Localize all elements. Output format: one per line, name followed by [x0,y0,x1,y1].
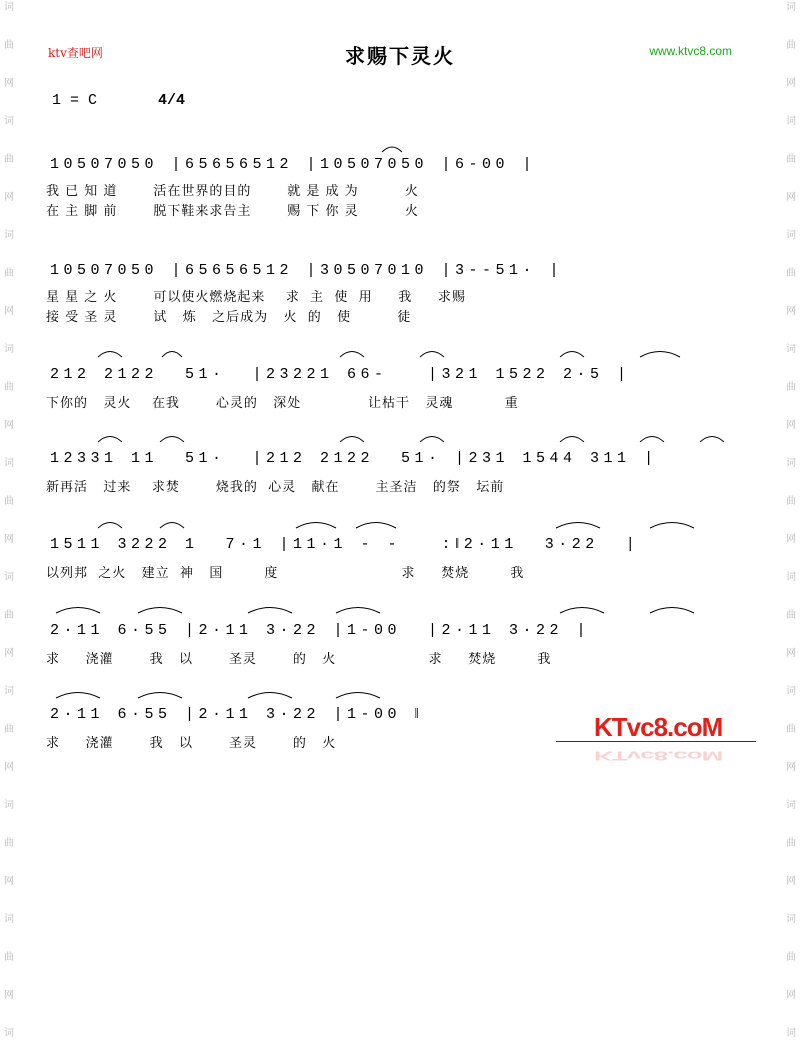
watermark-char: 网 [4,78,14,89]
watermark-char: 词 [4,458,14,469]
watermark-char: 网 [4,648,14,659]
watermark-char: 曲 [786,154,796,165]
watermark-char: 曲 [786,838,796,849]
notes-line: 10507050 |65656512 |30507010 |3--51· | [50,262,564,279]
brand-label: ktv查吧网 [48,46,103,60]
watermark-char: 网 [4,876,14,887]
notes-line: 12331 11 51· |212 2122 51· |231 1544 311 | [50,450,658,467]
watermark-char: 曲 [4,496,14,507]
watermark-char: 曲 [4,610,14,621]
watermark-char: 网 [4,762,14,773]
watermark-char: 词 [786,344,796,355]
lyrics-verse-2: 在 主 脚 前 脱下鞋来求告主 赐 下 你 灵 火 [46,204,419,219]
song-title: 求赐下灵火 [345,44,455,68]
watermark-char: 网 [786,306,796,317]
watermark-char: 网 [786,192,796,203]
time-signature: 4/4 [158,92,186,109]
watermark-char: 词 [4,116,14,127]
lyrics-verse-1: 星 星 之 火 可以使火燃烧起来 求 主 使 用 我 求赐 [46,290,466,305]
watermark-char: 网 [4,534,14,545]
notes-line: 10507050 |65656512 |10507050 |6-00 | [50,156,537,173]
notes-line: 2·11 6·55 |2·11 3·22 |1-00 ‖ [50,706,424,723]
watermark-char: 曲 [786,40,796,51]
watermark-char: 网 [786,78,796,89]
watermark-char: 词 [4,344,14,355]
logo-reflection: KTvc8.coM [594,748,723,764]
watermark-char: 词 [786,116,796,127]
watermark-char: 曲 [4,838,14,849]
watermark-char: 网 [786,762,796,773]
watermark-char: 曲 [4,952,14,963]
watermark-char: 词 [786,1028,796,1039]
watermark-char: 词 [786,2,796,13]
watermark-char: 网 [4,420,14,431]
watermark-char: 曲 [786,268,796,279]
watermark-char: 词 [4,800,14,811]
watermark-char: 曲 [4,154,14,165]
watermark-char: 词 [786,572,796,583]
watermark-char: 网 [786,420,796,431]
watermark-char: 网 [4,306,14,317]
ktvc8-logo: KTvc8.coM [594,712,723,742]
watermark-char: 词 [4,686,14,697]
lyrics-line: 以列邦 之火 建立 神 国 度 求 焚烧 我 [46,566,525,581]
watermark-char: 曲 [4,268,14,279]
lyrics-line: 下你的 灵火 在我 心灵的 深处 让枯干 灵魂 重 [46,396,519,411]
watermark-char: 网 [786,990,796,1001]
notes-line: 212 2122 51· |23221 66- |321 1522 2·5 | [50,366,631,383]
watermark-char: 词 [4,2,14,13]
key-signature: 1 = C [52,92,98,109]
watermark-char: 曲 [786,724,796,735]
watermark-char: 词 [786,800,796,811]
watermark-char: 曲 [4,382,14,393]
notes-line: 1511 3222 1 7·1 |11·1 - - :‖2·11 3·22 | [50,536,640,553]
watermark-char: 曲 [4,40,14,51]
watermark-char: 词 [4,914,14,925]
watermark-char: 词 [4,230,14,241]
watermark-char: 曲 [786,952,796,963]
lyrics-verse-2: 接 受 圣 灵 试 炼 之后成为 火 的 使 徒 [46,310,412,325]
lyrics-line: 新再活 过来 求焚 烧我的 心灵 献在 主圣洁 的祭 坛前 [46,480,505,495]
watermark-char: 曲 [4,724,14,735]
watermark-char: 网 [4,192,14,203]
watermark-char: 词 [786,686,796,697]
watermark-char: 曲 [786,496,796,507]
watermark-char: 网 [786,648,796,659]
watermark-char: 词 [786,458,796,469]
watermark-char: 词 [786,914,796,925]
site-url: www.ktvc8.com [649,44,732,58]
watermark-char: 网 [4,990,14,1001]
watermark-char: 词 [786,230,796,241]
watermark-char: 词 [4,572,14,583]
watermark-char: 曲 [786,382,796,393]
watermark-char: 网 [786,534,796,545]
lyrics-line: 求 浇灌 我 以 圣灵 的 火 [46,736,337,751]
watermark-char: 词 [4,1028,14,1039]
lyrics-verse-1: 我 已 知 道 活在世界的目的 就 是 成 为 火 [46,184,419,199]
watermark-char: 网 [786,876,796,887]
watermark-char: 曲 [786,610,796,621]
notes-line: 2·11 6·55 |2·11 3·22 |1-00 |2·11 3·22 | [50,622,591,639]
lyrics-line: 求 浇灌 我 以 圣灵 的 火 求 焚烧 我 [46,652,552,667]
